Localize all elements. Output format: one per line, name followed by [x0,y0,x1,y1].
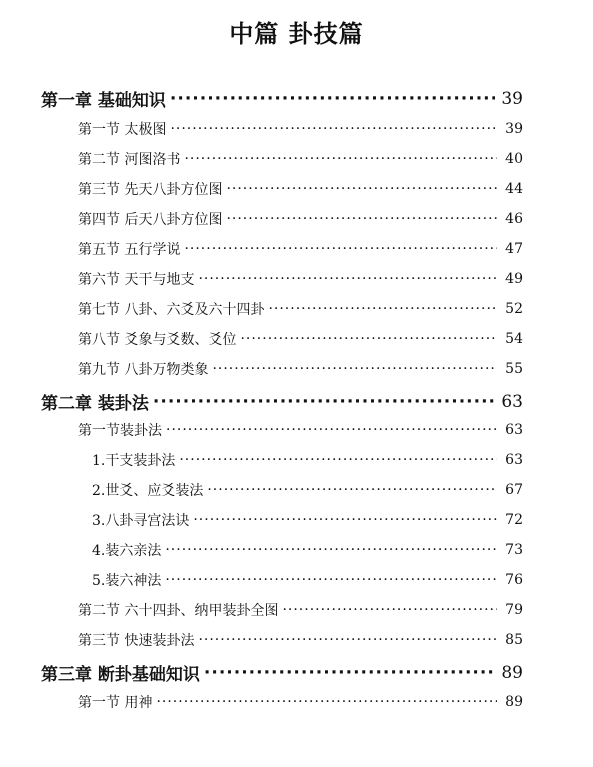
toc-leader-dots [204,663,495,683]
toc-leader-dots [153,392,495,412]
toc-page-number: 72 [505,512,523,528]
toc-page-number: 63 [505,452,523,468]
toc-entry-label: 第五节 五行学说 [78,242,181,258]
toc-entry-label: 第八节 爻象与爻数、爻位 [78,332,237,348]
toc-leader-dots [165,572,497,588]
toc-leader-dots [165,542,497,558]
toc-page-number: 76 [505,572,523,588]
toc-page-number: 52 [505,301,523,317]
toc-page-number: 85 [505,632,523,648]
toc-chapter-entry [41,660,523,685]
toc-leader-dots [179,452,497,468]
toc-entry-label: 第七节 八卦、六爻及六十四卦 [78,302,265,318]
toc-entry-label: 第三节 先天八卦方位图 [78,182,223,198]
toc-section-entry [78,119,523,139]
toc-section-entry [78,692,523,712]
toc-section-entry [78,630,523,650]
toc-entry-label: 第二节 六十四卦、纳甲装卦全图 [78,603,279,619]
toc-entry-label: 5.装六神法 [92,573,162,589]
toc-page-number: 40 [505,151,523,167]
toc-entry-label: 第三章 断卦基础知识 [41,665,200,685]
toc-page-number: 47 [505,241,523,257]
toc-page-number: 63 [501,391,523,412]
toc-leader-dots [166,422,497,438]
toc-section-entry [78,149,523,169]
toc-page-number: 44 [505,181,523,197]
toc-leader-dots [240,331,497,347]
toc-entry-label: 第四节 后天八卦方位图 [78,212,223,228]
toc-entry-label: 第二章 装卦法 [41,394,149,414]
toc-leader-dots [156,694,497,710]
toc-section-entry [78,179,523,199]
toc-leader-dots [268,301,497,317]
toc-leader-dots [207,482,497,498]
toc-section-entry [78,420,523,440]
toc-entry-label: 2.世爻、应爻装法 [92,483,204,499]
toc-section-entry [78,299,523,319]
toc-entry-label: 第九节 八卦万物类象 [78,362,209,378]
toc-page-number: 39 [505,121,523,137]
toc-leader-dots [198,632,497,648]
toc-entry-label: 第一节 用神 [78,695,153,711]
toc-leader-dots [184,151,497,167]
toc-leader-dots [226,211,497,227]
toc-page-number: 89 [505,694,523,710]
toc-subsection-entry [92,480,523,500]
toc-page-number: 63 [505,422,523,438]
toc-leader-dots [226,181,497,197]
toc-chapter-entry [41,389,523,414]
toc-entry-label: 4.装六亲法 [92,543,162,559]
toc-entry-label: 1.干支装卦法 [92,453,176,469]
toc-leader-dots [193,512,497,528]
toc-section-entry [78,269,523,289]
toc-page-number: 55 [505,361,523,377]
page-title: 中篇 卦技篇 [229,20,364,48]
toc-subsection-entry [92,540,523,560]
toc-leader-dots [170,89,495,109]
toc-page-number: 46 [505,211,523,227]
toc-entry-label: 第一节装卦法 [78,423,162,439]
toc-leader-dots [282,602,497,618]
toc-page-number: 49 [505,271,523,287]
toc-subsection-entry [92,450,523,470]
toc-leader-dots [184,241,497,257]
toc-entry-label: 第一章 基础知识 [41,91,166,111]
toc-page-number: 39 [501,88,523,109]
toc-entry-label: 3.八卦寻宫法诀 [92,513,190,529]
toc-section-entry [78,329,523,349]
toc-leader-dots [198,271,497,287]
toc-section-entry [78,209,523,229]
toc-entry-label: 第一节 太极图 [78,122,167,138]
toc-page-number: 73 [505,542,523,558]
toc-page-number: 54 [505,331,523,347]
toc-leader-dots [170,121,497,137]
toc-page-number: 79 [505,602,523,618]
toc-subsection-entry [92,570,523,590]
toc-entry-label: 第三节 快速装卦法 [78,633,195,649]
toc-chapter-entry [41,86,523,111]
toc-entry-label: 第六节 天干与地支 [78,272,195,288]
toc-entry-label: 第二节 河图洛书 [78,152,181,168]
toc-page-number: 67 [505,482,523,498]
toc-section-entry [78,600,523,620]
toc-page-number: 89 [501,662,523,683]
toc-section-entry [78,239,523,259]
toc-leader-dots [212,361,497,377]
toc-section-entry [78,359,523,379]
toc-subsection-entry [92,510,523,530]
